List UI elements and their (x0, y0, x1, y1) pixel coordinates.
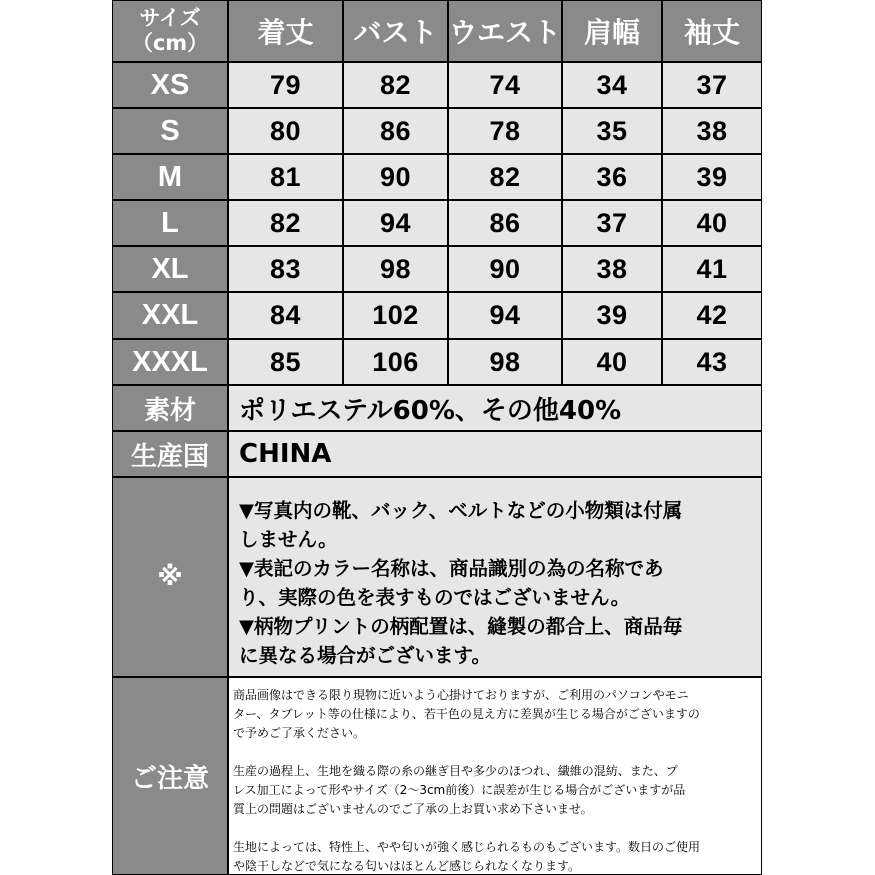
table-cell (229, 63, 342, 107)
table-cell (449, 109, 561, 153)
size-table (112, 0, 762, 875)
table-cell-value: 98 (489, 346, 521, 377)
table-cell (229, 109, 342, 153)
table-cell-value: 79 (269, 69, 302, 100)
table-cell-value: 39 (596, 300, 628, 330)
table-cell (344, 340, 447, 384)
table-cell-value: 90 (379, 161, 412, 192)
table-cell-value: 40 (696, 207, 728, 238)
table-cell (344, 293, 447, 338)
table-cell (663, 293, 761, 338)
caution-label (113, 678, 227, 874)
column-header-label: ウエスト (449, 16, 561, 49)
notes-line: ▼表記のカラー名称は、商品識別の為の名称であ (239, 557, 664, 580)
table-cell-value: 34 (596, 69, 628, 100)
table-cell (449, 293, 561, 338)
table-cell-value: 37 (596, 207, 628, 238)
size-label-text: M (157, 160, 183, 193)
caution-line: 質上の問題はございませんのでご了承の上お買い求め下さいませ。 (233, 802, 593, 816)
table-cell-value: 98 (379, 253, 412, 284)
caution-line: ター、タブレット等の仕様により、若干色の見え方に差異が生じる場合がございますの (233, 707, 700, 721)
table-cell-value: 84 (269, 300, 302, 330)
table-cell (663, 63, 761, 107)
table-cell (449, 155, 561, 199)
table-cell (563, 247, 661, 291)
size-label-xs (113, 63, 227, 107)
table-cell-value: 83 (269, 253, 302, 284)
table-cell (229, 155, 342, 199)
table-cell (663, 247, 761, 291)
caution-line: や陰干しなどで気になる匂いはほとんど感じられなくなります。 (233, 859, 581, 873)
table-cell (344, 63, 447, 107)
table-cell-value: 37 (696, 69, 728, 100)
table-cell (344, 109, 447, 153)
caution-line: 商品画像はできる限り現物に近いよう心掛けておりますが、ご利用のパソコンやモニ (233, 688, 689, 702)
size-label-text: XL (151, 252, 189, 285)
notes-content (229, 478, 761, 676)
table-cell (563, 109, 661, 153)
table-cell-value: 40 (596, 346, 628, 377)
table-cell (449, 247, 561, 291)
corner-label-unit: （cm） (131, 31, 209, 55)
table-cell-value: 39 (696, 161, 728, 192)
caution-line: 生産の過程上、生地を織る際の糸の継ぎ目や多少のほつれ、繊維の混紡、また、プ (233, 764, 678, 778)
notes-line: しません。 (239, 528, 338, 551)
size-label-m (113, 155, 227, 199)
table-cell-value: 38 (696, 115, 728, 146)
table-cell-value: 78 (489, 115, 521, 146)
size-label-text: XXL (141, 299, 199, 331)
notes-line: に異なる場合がございます。 (239, 644, 491, 667)
caution-line: 生地によっては、特性上、やや匂いが強く感じられるものもございます。数日のご使用 (233, 840, 701, 854)
origin-value-text: CHINA (239, 439, 332, 469)
table-cell-value: 81 (269, 161, 302, 192)
table-cell-value: 42 (696, 300, 728, 330)
table-cell (663, 201, 761, 245)
table-cell (663, 109, 761, 153)
column-header-5 (663, 1, 761, 61)
table-cell (344, 201, 447, 245)
table-cell-value: 82 (489, 161, 521, 192)
column-header-label: 袖丈 (683, 16, 740, 49)
table-cell (229, 340, 342, 384)
column-header-label: バスト (353, 16, 438, 49)
table-cell-value: 94 (379, 207, 412, 238)
table-cell-value: 86 (379, 115, 412, 146)
material-label-text: 素材 (143, 395, 196, 426)
notes-label (113, 478, 227, 676)
origin-label-text: 生産国 (130, 441, 209, 472)
size-label-xxl (113, 293, 227, 338)
caution-line: レス加工によって形やサイズ（2～3cm前後）に誤差が生じる場合がございますが品 (233, 783, 686, 797)
size-label-xl (113, 247, 227, 291)
table-cell (563, 293, 661, 338)
column-header-label: 肩幅 (583, 16, 640, 49)
material-value (229, 386, 761, 430)
table-cell-value: 85 (269, 346, 302, 377)
size-label-text: S (160, 114, 180, 147)
caution-line: で予めご了承ください。 (233, 726, 366, 740)
size-label-text: XS (150, 68, 190, 101)
table-cell (449, 63, 561, 107)
table-cell-value: 106 (372, 346, 419, 377)
table-cell-value: 90 (489, 253, 521, 284)
column-header-label: 着丈 (257, 16, 314, 49)
table-cell (229, 201, 342, 245)
table-cell (663, 155, 761, 199)
size-label-s (113, 109, 227, 153)
size-label-text: L (161, 206, 179, 239)
table-cell (344, 155, 447, 199)
table-cell-value: 94 (489, 300, 521, 330)
table-cell (663, 340, 761, 384)
size-label-text: XXXL (132, 345, 208, 378)
column-header-2 (344, 1, 447, 61)
corner-label-size: サイズ (139, 6, 201, 30)
table-cell (449, 201, 561, 245)
table-cell (563, 63, 661, 107)
column-header-1 (229, 1, 342, 61)
table-cell (344, 247, 447, 291)
size-label-xxxl (113, 340, 227, 384)
table-cell-value: 82 (269, 207, 302, 238)
corner-header (113, 1, 227, 61)
table-cell-value: 74 (489, 69, 521, 100)
table-cell-value: 41 (696, 253, 728, 284)
caution-label-text: ご注意 (130, 763, 209, 794)
notes-label-text: ※ (157, 562, 183, 592)
origin-value (229, 432, 761, 476)
table-cell (563, 201, 661, 245)
column-header-3 (449, 1, 561, 61)
table-cell-value: 43 (696, 346, 728, 377)
size-chart (112, 0, 762, 875)
material-label (113, 386, 227, 430)
table-cell-value: 35 (596, 115, 628, 146)
table-cell-value: 82 (379, 69, 412, 100)
table-cell (229, 293, 342, 338)
notes-line: ▼写真内の靴、バック、ベルトなどの小物類は付属 (239, 499, 683, 522)
material-value-text: ポリエステル60%、その他40% (239, 395, 622, 426)
table-cell-value: 86 (489, 207, 521, 238)
table-cell-value: 102 (372, 300, 419, 330)
table-cell (563, 155, 661, 199)
table-cell-value: 80 (269, 115, 302, 146)
caution-content (229, 678, 761, 874)
notes-line: り、実際の色を表すものではございません。 (239, 586, 631, 609)
table-cell-value: 38 (596, 253, 628, 284)
origin-label (113, 432, 227, 476)
table-cell-value: 36 (596, 161, 628, 192)
table-cell (229, 247, 342, 291)
table-cell (563, 340, 661, 384)
column-header-4 (563, 1, 661, 61)
notes-line: ▼柄物プリントの柄配置は、縫製の都合上、商品毎 (239, 615, 683, 638)
table-cell (449, 340, 561, 384)
size-label-l (113, 201, 227, 245)
